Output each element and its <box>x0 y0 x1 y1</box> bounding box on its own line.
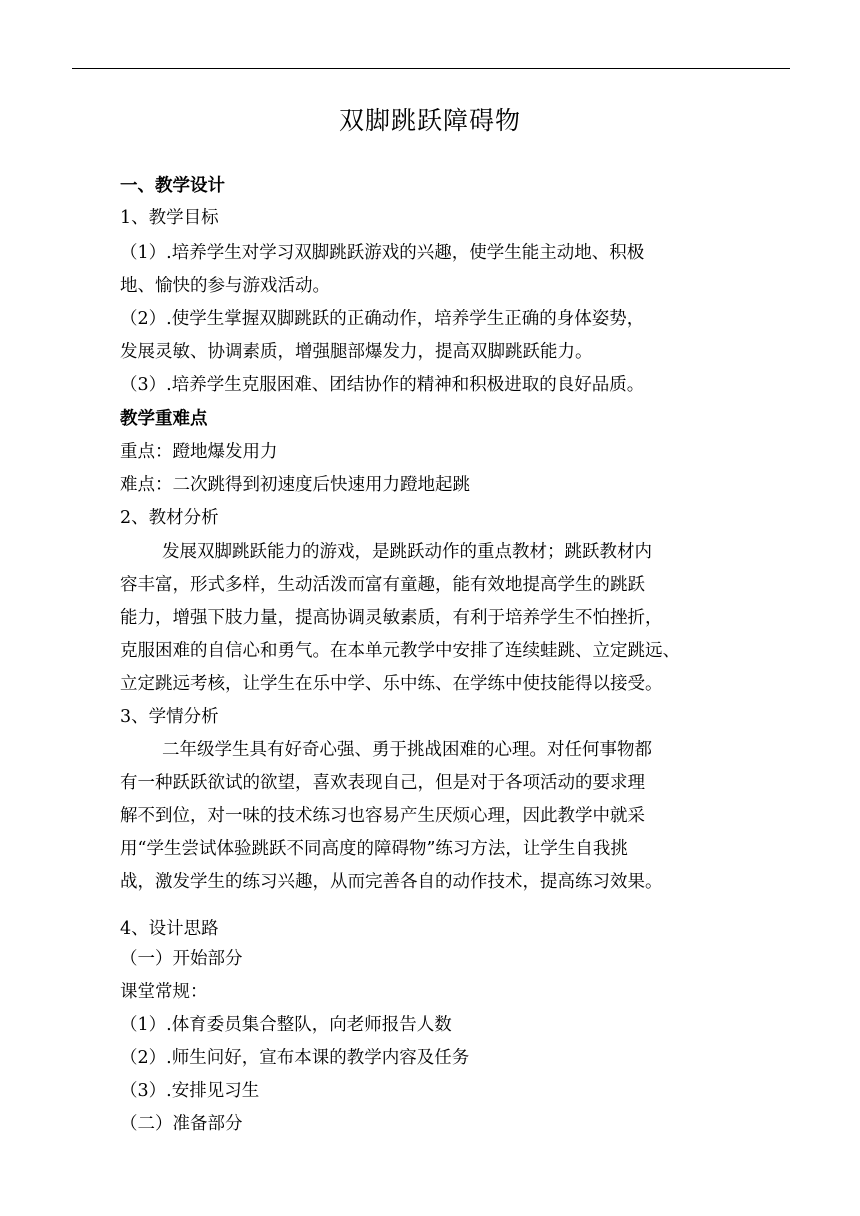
students-heading: 3、学情分析 <box>120 707 219 727</box>
goal-3: （3）.培养学生克服困难、团结协作的精神和积极进取的良好品质。 <box>120 375 645 395</box>
section-heading-teaching-design: 一、教学设计 <box>120 176 225 196</box>
design-routine-item-3: （3）.安排见习生 <box>120 1081 260 1101</box>
material-paragraph-line-4: 克服困难的自信心和勇气。在本单元教学中安排了连续蛙跳、立定跳远、 <box>120 641 680 661</box>
design-part-1: （一）开始部分 <box>120 949 243 969</box>
goal-1-line-1: （1）.培养学生对学习双脚跳跃游戏的兴趣，使学生能主动地、积极 <box>120 243 645 263</box>
design-part-2: （二）准备部分 <box>120 1114 243 1134</box>
design-routine-label: 课堂常规： <box>120 982 208 1002</box>
material-paragraph-line-5: 立定跳远考核，让学生在乐中学、乐中练、在学练中使技能得以接受。 <box>120 674 663 694</box>
material-paragraph-line-3: 能力，增强下肢力量，提高协调灵敏素质，有利于培养学生不怕挫折， <box>120 608 663 628</box>
keypoint-difficulty: 难点：二次跳得到初速度后快速用力蹬地起跳 <box>120 475 470 495</box>
material-paragraph-line-1: 发展双脚跳跃能力的游戏，是跳跃动作的重点教材；跳跃教材内 <box>162 542 652 562</box>
design-routine-item-1: （1）.体育委员集合整队，向老师报告人数 <box>120 1015 452 1035</box>
keypoint-key: 重点：蹬地爆发用力 <box>120 442 278 462</box>
design-routine-item-2: （2）.师生问好，宣布本课的教学内容及任务 <box>120 1048 470 1068</box>
document-title: 双脚跳跃障碍物 <box>338 106 521 135</box>
goal-2-line-1: （2）.使学生掌握双脚跳跃的正确动作，培养学生正确的身体姿势， <box>120 309 645 329</box>
students-paragraph-line-3: 解不到位，对一味的技术练习也容易产生厌烦心理，因此教学中就采 <box>120 806 645 826</box>
material-paragraph-line-2: 容丰富，形式多样，生动活泼而富有童趣，能有效地提高学生的跳跃 <box>120 575 645 595</box>
material-heading: 2、教材分析 <box>120 508 219 528</box>
design-heading: 4、设计思路 <box>120 919 219 939</box>
header-rule <box>72 68 790 69</box>
students-paragraph-line-2: 有一种跃跃欲试的欲望，喜欢表现自己，但是对于各项活动的要求理 <box>120 773 645 793</box>
students-paragraph-line-1: 二年级学生具有好奇心强、勇于挑战困难的心理。对任何事物都 <box>162 740 652 760</box>
goal-2-line-2: 发展灵敏、协调素质，增强腿部爆发力，提高双脚跳跃能力。 <box>120 342 593 362</box>
goal-1-line-2: 地、愉快的参与游戏活动。 <box>120 276 330 296</box>
keypoints-heading: 教学重难点 <box>120 409 208 429</box>
goals-heading: 1、教学目标 <box>120 208 219 228</box>
students-paragraph-line-5: 战，激发学生的练习兴趣，从而完善各自的动作技术，提高练习效果。 <box>120 872 663 892</box>
students-paragraph-line-4: 用“学生尝试体验跳跃不同高度的障碍物”练习方法，让学生自我挑 <box>120 839 628 859</box>
